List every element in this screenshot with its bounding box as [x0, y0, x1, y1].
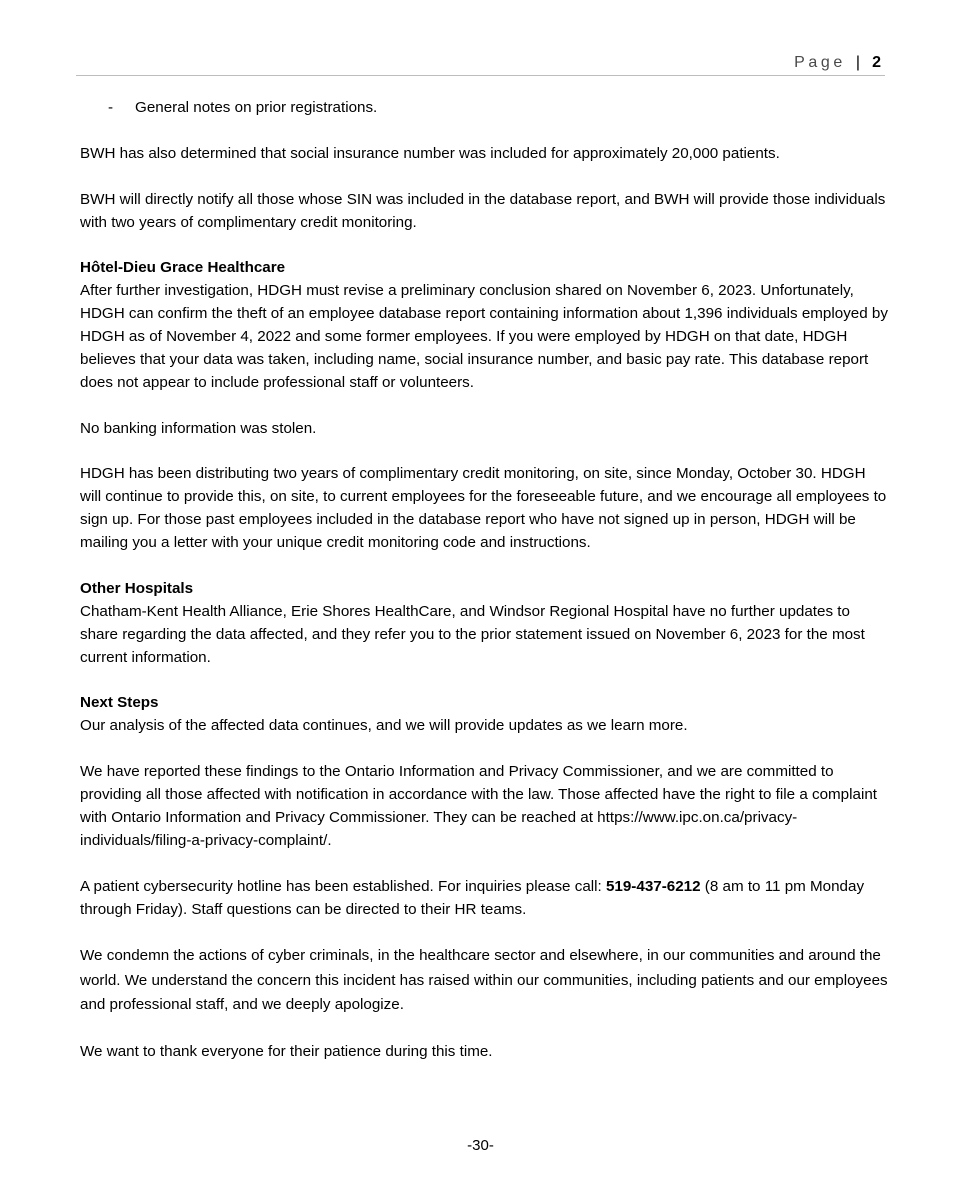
- hdgh-paragraph-3: HDGH has been distributing two years of complimentary credit monitoring, on site, since Monday, October 30. HDGH will continue to provide this, on site, to current employees for the foreseeable future, and we encourage all employees to sign up. For those past employees included in the database report who have not signed up in person, HDGH will be mailing you a letter with your unique credit monitoring code and instructions.: [80, 465, 887, 552]
- hotline-text-post: (8 am to 11 pm Monday through Friday). Staff questions can be directed to their HR teams.: [80, 877, 865, 918]
- bullet-item: [108, 97, 888, 120]
- hdgh-paragraph-2: No banking information was stolen.: [80, 419, 317, 437]
- hdgh-heading: Hôtel-Dieu Grace Healthcare: [80, 259, 286, 277]
- document-body: [80, 97, 888, 1087]
- other-hospitals-paragraph: Chatham-Kent Health Alliance, Erie Shores HealthCare, and Windsor Regional Hospital have no further updates to share regarding the data affected, and they refer you to the prior statement issued on November 6, 2023 for the most current information.: [80, 602, 865, 666]
- other-hospitals-heading: Other Hospitals: [80, 579, 194, 597]
- page-separator: |: [855, 54, 861, 71]
- hotline-number: 519-437-6212: [605, 877, 701, 895]
- page-word: Page: [794, 54, 846, 71]
- hotline-paragraph: [80, 876, 888, 922]
- next-steps-paragraph-4: We condemn the actions of cyber criminals, in the healthcare sector and elsewhere, in our communities and around the world. We understand the concern this incident has raised within our communities, including patients and our employees and professional staff, and we deeply apologize.: [80, 947, 888, 1014]
- hotline-text-pre: A patient cybersecurity hotline has been established. For inquiries please call:: [80, 877, 606, 895]
- hdgh-section: [80, 257, 888, 394]
- page-number: 2: [872, 54, 881, 71]
- next-steps-heading: Next Steps: [80, 694, 159, 712]
- bwh-paragraph-2: BWH will directly notify all those whose SIN was included in the database report, and BWH will provide those individuals with two years of complimentary credit monitoring.: [80, 190, 886, 231]
- page-header: [794, 54, 881, 72]
- next-steps-paragraph-5: We want to thank everyone for their patience during this time.: [80, 1042, 493, 1060]
- header-rule: [76, 75, 885, 76]
- next-steps-paragraph-1: Our analysis of the affected data continues, and we will provide updates as we learn more.: [80, 717, 688, 735]
- next-steps-paragraph-2: We have reported these findings to the Ontario Information and Privacy Commissioner, and we are committed to providing all those affected with notification in accordance with the law. Those affected have the right to file a complaint with Ontario Information and Privacy Commissioner. They can be reached at https://www.ipc.on.ca/privacy-individuals/filing-a-privacy-complaint/.: [80, 763, 877, 849]
- bwh-paragraph-1: BWH has also determined that social insurance number was included for approximately 20,000 patients.: [80, 144, 780, 162]
- hdgh-paragraph-1: After further investigation, HDGH must revise a preliminary conclusion shared on November 6, 2023. Unfortunately, HDGH can confirm the theft of an employee database report containing information about 1,396 individuals employed by HDGH as of November 4, 2022 and some former employees. If you were employed by HDGH on that date, HDGH believes that your data was taken, including name, social insurance number, and basic pay rate. This database report does not appear to include professional staff or volunteers.: [80, 282, 888, 391]
- bullet-text: General notes on prior registrations.: [135, 99, 378, 116]
- other-hospitals-section: [80, 578, 888, 670]
- next-steps-section: [80, 692, 888, 738]
- page-footer: -30-: [467, 1137, 494, 1154]
- bullet-dash: -: [108, 99, 114, 116]
